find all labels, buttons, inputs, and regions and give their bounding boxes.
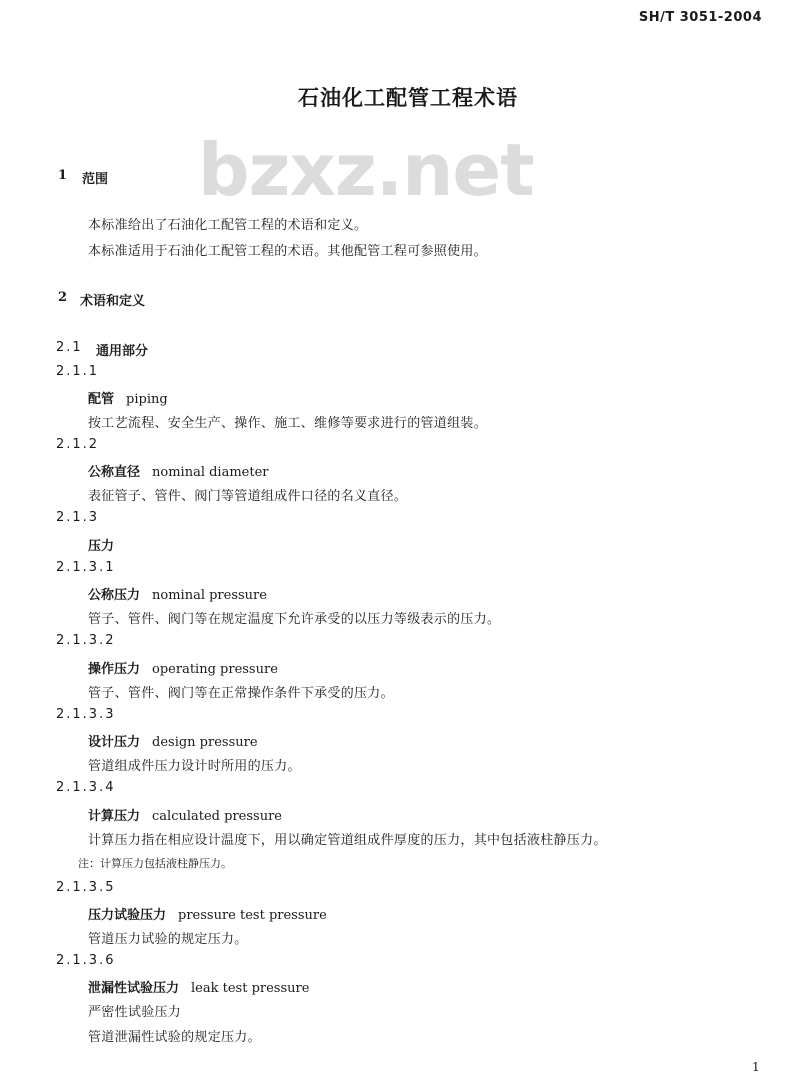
term-definition: 管道组成件压力设计时所用的压力。 [88,759,301,774]
section-heading: 术语和定义 [80,294,146,309]
term-english: nominal diameter [152,465,269,480]
scope-paragraph: 本标准适用于石油化工配管工程的术语。其他配管工程可参照使用。 [88,244,488,259]
term-name: 设计压力 [88,735,141,750]
section-number: 2 [58,290,68,305]
term-definition: 计算压力指在相应设计温度下，用以确定管道组成件厚度的压力，其中包括液柱静压力。 [88,833,607,848]
term-number: 2.1.1 [56,364,100,379]
term-title [88,658,278,677]
term-definition: 管子、管件、阀门等在规定温度下允许承受的以压力等级表示的压力。 [88,612,501,627]
term-number: 2.1.3.4 [56,780,116,795]
term-number: 2.1.3.2 [56,633,116,648]
term-definition: 表征管子、管件、阀门等管道组成件口径的名义直径。 [88,489,408,504]
term-name: 泄漏性试验压力 [88,981,180,996]
term-title [88,584,267,603]
term-name: 压力试验压力 [88,908,167,923]
term-title [88,388,168,407]
term-title [88,535,114,554]
term-english: nominal pressure [152,588,267,603]
scope-paragraph: 本标准给出了石油化工配管工程的术语和定义。 [88,218,368,233]
page-number: 1 [752,1060,760,1074]
subsection-heading: 通用部分 [96,344,149,359]
term-title [88,904,327,923]
term-number: 2.1.3.6 [56,953,116,968]
term-number: 2.1.3.1 [56,560,116,575]
term-english: pressure test pressure [178,908,327,923]
term-title [88,805,282,824]
term-name: 公称压力 [88,588,141,603]
term-title [88,977,309,996]
term-english: calculated pressure [152,809,282,824]
document-title: 石油化工配管工程术语 [298,85,518,110]
term-definition: 按工艺流程、安全生产、操作、施工、维修等要求进行的管道组装。 [88,416,488,431]
term-name: 压力 [88,539,115,554]
term-english: operating pressure [152,662,278,677]
term-definition: 管子、管件、阀门等在正常操作条件下承受的压力。 [88,686,394,701]
term-note: 注：计算压力包括液柱静压力。 [78,857,232,870]
term-english: piping [126,392,168,407]
term-definition: 严密性试验压力 [88,1005,182,1020]
term-name: 公称直径 [88,465,141,480]
term-english: design pressure [152,735,258,750]
watermark: bzxz.net [198,128,534,212]
term-name: 计算压力 [88,809,141,824]
term-number: 2.1.3.5 [56,880,116,895]
term-name: 配管 [88,392,115,407]
term-number: 2.1.3.3 [56,707,116,722]
section-number: 1 [58,168,68,183]
subsection-number: 2.1 [56,340,83,355]
term-name: 操作压力 [88,662,141,677]
term-number: 2.1.3 [56,510,100,525]
term-definition: 管道泄漏性试验的规定压力。 [88,1030,261,1045]
term-number: 2.1.2 [56,437,100,452]
term-title [88,461,269,480]
term-english: leak test pressure [191,981,310,996]
section-heading: 范围 [82,172,109,187]
term-definition: 管道压力试验的规定压力。 [88,932,248,947]
standard-number: SH/T 3051-2004 [638,10,762,25]
term-title [88,731,258,750]
